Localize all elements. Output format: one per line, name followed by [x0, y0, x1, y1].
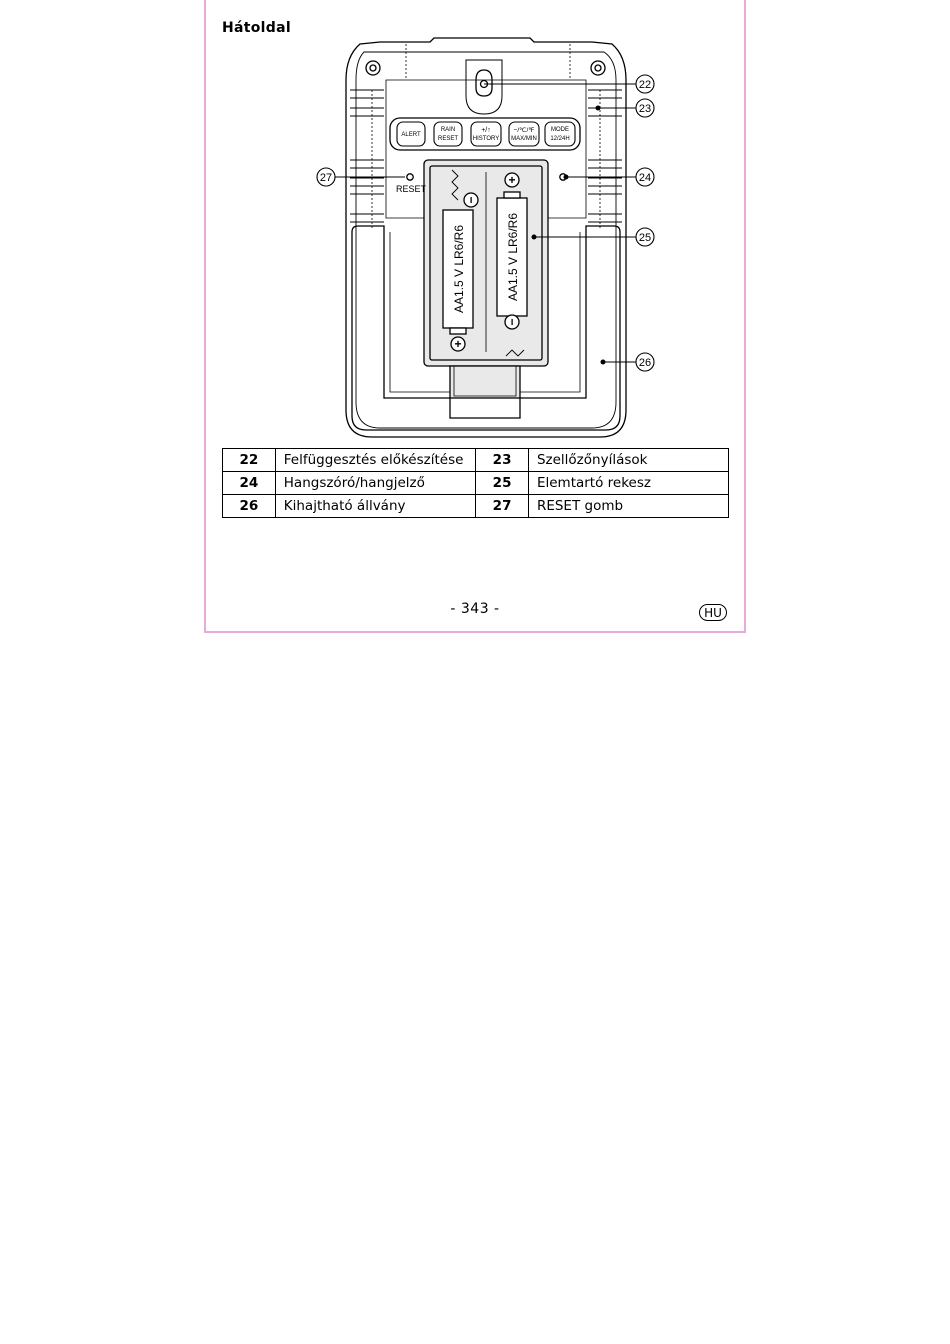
rain-reset-button	[434, 122, 462, 146]
legend-label: Kihajtható állvány	[275, 495, 475, 518]
svg-text:MODE: MODE	[551, 127, 569, 133]
svg-text:22: 22	[638, 79, 652, 91]
battery-right-label: AA1.5 V LR6/R6	[506, 212, 520, 302]
callout-25	[636, 228, 654, 246]
language-badge: HU	[699, 604, 727, 621]
legend-label: Felfüggesztés előkészítése	[275, 449, 475, 472]
minus-sign-right: −	[505, 318, 519, 326]
section-title: Hátoldal	[222, 20, 291, 36]
button-row	[397, 122, 575, 146]
plus-sign-left: +	[454, 337, 462, 351]
legend-number: 26	[223, 495, 276, 518]
svg-text:24: 24	[638, 172, 652, 184]
vents-left	[350, 90, 384, 222]
svg-text:26: 26	[638, 357, 652, 369]
legend-number: 27	[476, 495, 529, 518]
device-back-diagram	[300, 36, 680, 442]
callout-23	[636, 99, 654, 117]
svg-text:−/℃/℉: −/℃/℉	[513, 127, 535, 134]
mode-button	[545, 122, 575, 146]
reset-label: RESET	[396, 184, 427, 194]
minus-sign-left: −	[464, 196, 478, 204]
svg-text:MAX/MIN: MAX/MIN	[511, 136, 537, 142]
battery-left-label: AA1.5 V LR6/R6	[452, 224, 466, 314]
svg-text:27: 27	[319, 172, 333, 184]
plus-sign-right: +	[508, 173, 516, 187]
page-number: - 343 -	[450, 601, 500, 617]
svg-text:23: 23	[638, 103, 652, 115]
svg-text:RAIN: RAIN	[440, 127, 456, 133]
legend-number: 25	[476, 472, 529, 495]
svg-text:RESET: RESET	[437, 136, 459, 142]
legend-number: 24	[223, 472, 276, 495]
legend-label: RESET gomb	[528, 495, 728, 518]
screw-top-left	[366, 61, 380, 75]
callout-24	[636, 168, 654, 186]
svg-text:HISTORY: HISTORY	[472, 136, 500, 142]
legend-label: Szellőzőnyílások	[528, 449, 728, 472]
legend-table	[222, 448, 729, 518]
legend-row	[223, 472, 729, 495]
legend-row	[223, 449, 729, 472]
callout-27	[317, 168, 335, 186]
callout-26	[636, 353, 654, 371]
legend-label: Elemtartó rekesz	[528, 472, 728, 495]
callout-22	[636, 75, 654, 93]
svg-text:ALERT: ALERT	[401, 132, 421, 138]
vents-right	[588, 90, 622, 222]
screw-top-right	[591, 61, 605, 75]
legend-label: Hangszóró/hangjelző	[275, 472, 475, 495]
legend-number: 22	[223, 449, 276, 472]
alert-button	[397, 122, 425, 146]
svg-text:25: 25	[638, 232, 652, 244]
legend-number: 23	[476, 449, 529, 472]
max-min-button	[509, 122, 539, 146]
svg-text:+/↑: +/↑	[481, 127, 491, 134]
legend-row	[223, 495, 729, 518]
svg-text:12/24H: 12/24H	[550, 136, 570, 142]
reset-hole	[407, 174, 413, 180]
history-button	[471, 122, 501, 146]
